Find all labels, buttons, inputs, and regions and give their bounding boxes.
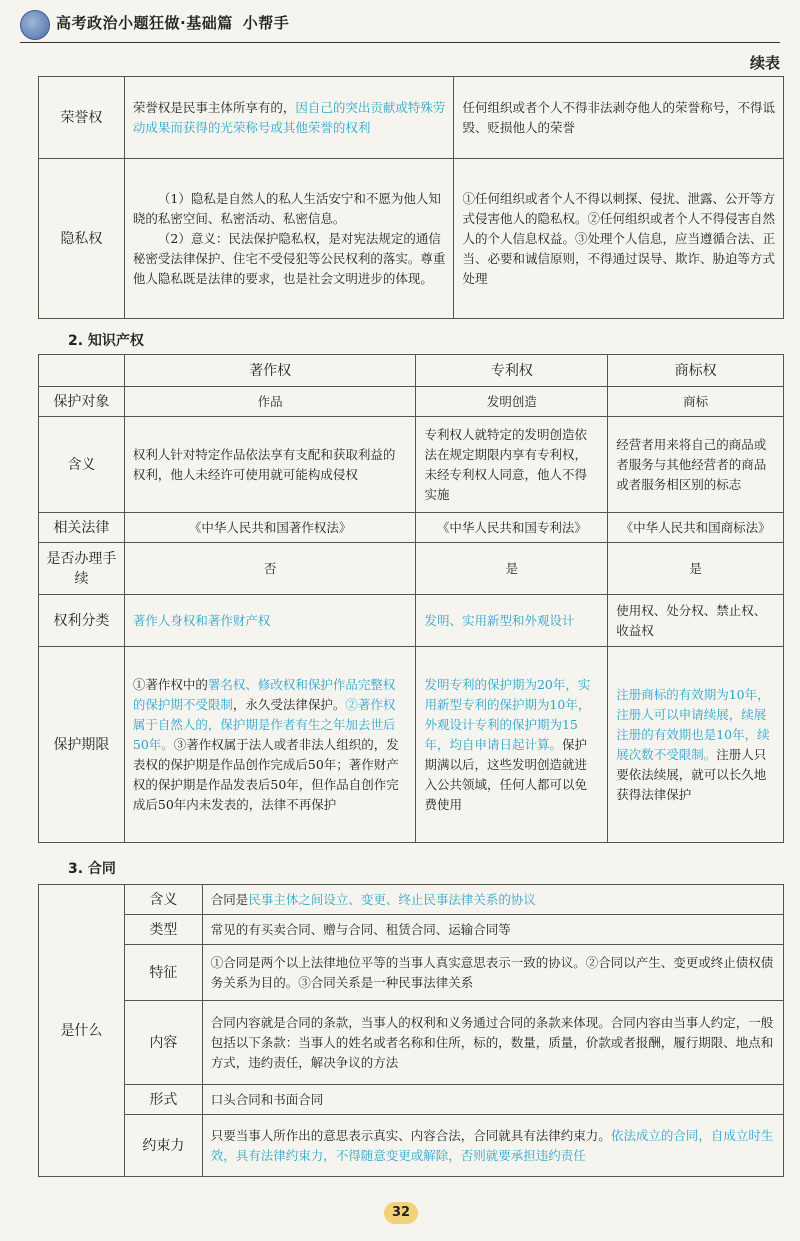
period-c2-a: 发明专利的保护期为20年，实用新型专利的保护期为10年，外观设计专利的保护期为15年，均自申请日起计算。	[424, 676, 591, 752]
row-label-privacy: 隐私权	[39, 159, 125, 319]
page-number: 32	[384, 1202, 418, 1224]
procedure-trademark: 是	[608, 543, 784, 595]
row-label-honor: 荣誉权	[39, 77, 125, 159]
contract-types: 常见的有买卖合同、赠与合同、租赁合同、运输合同等	[202, 915, 783, 945]
contract-meaning-plain: 合同是	[210, 891, 249, 907]
group-label-what: 是什么	[39, 885, 125, 1177]
row-label-content: 内容	[124, 1001, 202, 1085]
col-header-copyright: 著作权	[124, 355, 416, 387]
honor-def-highlight: 因自己的突出贡献或特殊劳动成果而获得的光荣称号或其他荣誉的权利	[132, 99, 446, 135]
period-c3-a: 注册商标的有效期为10年，注册人可以申请续展，续展注册的有效期也是10年，续展次数不受限制。	[616, 686, 770, 762]
row-label-meaning: 含义	[39, 417, 125, 513]
period-copyright	[124, 647, 416, 843]
honor-definition	[124, 77, 454, 159]
row-label-procedure: 是否办理手续	[39, 543, 125, 595]
row-label-features: 特征	[124, 945, 202, 1001]
row-label-binding: 约束力	[124, 1115, 202, 1177]
period-c1-e: ③著作权属于法人或者非法人组织的，发表权的保护期是作品创作完成后50年；著作财产权的保护期是作品发表后50年，但作品自创作完成后50年内未发表的，法律不再保护	[132, 736, 399, 812]
row-label-types: 类型	[124, 915, 202, 945]
category-patent: 发明、实用新型和外观设计	[416, 595, 608, 647]
binding-highlight: 依法成立的合同，自成立时生效，具有法律约束力，不得随意变更或解除，否则就要承担违约责任	[210, 1127, 774, 1163]
rights-table-continued	[38, 76, 784, 319]
contract-meaning	[202, 885, 783, 915]
header-subtitle: 小帮手	[242, 14, 290, 32]
meaning-trademark: 经营者用来将自己的商品或者服务与其他经营者的商品或者服务相区别的标志	[608, 417, 784, 513]
header-empty	[39, 355, 125, 387]
row-label-period: 保护期限	[39, 647, 125, 843]
row-label-contract-meaning: 含义	[124, 885, 202, 915]
period-c1-c: ，永久受法律保护。	[232, 696, 346, 712]
page-header-title	[56, 12, 289, 33]
table-row	[39, 513, 784, 543]
honor-protection: 任何组织或者个人不得非法剥夺他人的荣誉称号，不得诋毁、贬损他人的荣誉	[454, 77, 784, 159]
section-title-ip: 2. 知识产权	[68, 333, 144, 349]
table-row	[39, 1085, 784, 1115]
table-row	[39, 77, 784, 159]
privacy-protection: ①任何组织或者个人不得以刺探、侵扰、泄露、公开等方式侵害他人的隐私权。②任何组织或者个人不得侵害自然人的个人信息权益。③处理个人信息，应当遵循合法、正当、必要和诚信原则，不得通过误导、欺诈、胁迫等方式处理	[454, 159, 784, 319]
table-row	[39, 355, 784, 387]
privacy-def-p1: （1）隐私是自然人的私人生活安宁和不愿为他人知晓的私密空间、私密活动、私密信息。	[132, 190, 441, 226]
category-trademark: 使用权、处分权、禁止权、收益权	[608, 595, 784, 647]
section-title-contract: 3. 合同	[68, 861, 116, 877]
category-copyright: 著作人身权和著作财产权	[124, 595, 416, 647]
contract-form: 口头合同和书面合同	[202, 1085, 783, 1115]
col-header-patent: 专利权	[416, 355, 608, 387]
contract-table	[38, 884, 784, 1177]
table-row	[39, 945, 784, 1001]
continued-label: 续表	[749, 54, 780, 72]
contract-features: ①合同是两个以上法律地位平等的当事人真实意思表示一致的协议。②合同以产生、变更或终止债权债务关系为目的。③合同关系是一种民事法律关系	[202, 945, 783, 1001]
period-c2-b: 保护期满以后，这些发明创造就进入公共领域，任何人都可以免费使用	[424, 736, 587, 812]
contract-content: 合同内容就是合同的条款，当事人的权利和义务通过合同的条款来体现。合同内容由当事人约定，一般包括以下条款：当事人的姓名或者名称和住所，标的，数量，质量，价款或者报酬，履行期限、地点和方式，违约责任，解决争议的方法	[202, 1001, 783, 1085]
privacy-def-p2: （2）意义：民法保护隐私权，是对宪法规定的通信秘密受法律保护、住宅不受侵犯等公民权利的落实。尊重他人隐私既是法律的要求，也是社会文明进步的体现。	[132, 230, 446, 286]
object-copyright: 作品	[124, 387, 416, 417]
procedure-patent: 是	[416, 543, 608, 595]
header-rule	[20, 42, 780, 43]
law-copyright: 《中华人民共和国著作权法》	[124, 513, 416, 543]
table-row	[39, 387, 784, 417]
row-label-category: 权利分类	[39, 595, 125, 647]
table-row	[39, 1001, 784, 1085]
period-c1-d: ②著作权属于自然人的，保护期是作者有生之年加去世后50年。	[132, 696, 396, 752]
procedure-copyright: 否	[124, 543, 416, 595]
period-c1-b: 署名权、修改权和保护作品完整权的保护期不受限制	[132, 676, 396, 712]
contract-binding	[202, 1115, 783, 1177]
table-row	[39, 159, 784, 319]
row-label-form: 形式	[124, 1085, 202, 1115]
period-c1-a: ①著作权中的	[132, 676, 208, 692]
table-row	[39, 417, 784, 513]
table-row	[39, 647, 784, 843]
honor-def-plain: 荣誉权是民事主体所享有的，	[132, 99, 296, 115]
object-patent: 发明创造	[416, 387, 608, 417]
header-title-text: 高考政治小题狂做·基础篇	[56, 14, 233, 32]
privacy-definition	[124, 159, 454, 319]
table-row	[39, 543, 784, 595]
ip-table	[38, 354, 784, 843]
col-header-trademark: 商标权	[608, 355, 784, 387]
table-row	[39, 1115, 784, 1177]
table-row	[39, 595, 784, 647]
object-trademark: 商标	[608, 387, 784, 417]
row-label-object: 保护对象	[39, 387, 125, 417]
law-patent: 《中华人民共和国专利法》	[416, 513, 608, 543]
book-logo-icon	[20, 10, 50, 40]
table-row	[39, 915, 784, 945]
binding-plain: 只要当事人所作出的意思表示真实、内容合法，合同就具有法律约束力。	[210, 1127, 611, 1143]
period-trademark	[608, 647, 784, 843]
period-patent	[416, 647, 608, 843]
row-label-law: 相关法律	[39, 513, 125, 543]
table-row	[39, 885, 784, 915]
meaning-patent: 专利权人就特定的发明创造依法在规定期限内享有专利权，未经专利权人同意，他人不得实施	[416, 417, 608, 513]
contract-meaning-highlight: 民事主体之间设立、变更、终止民事法律关系的协议	[248, 891, 536, 907]
meaning-copyright: 权利人针对特定作品依法享有支配和获取利益的权利，他人未经许可使用就可能构成侵权	[124, 417, 416, 513]
period-c3-b: 注册人只要依法续展，就可以长久地获得法律保护	[616, 746, 767, 802]
law-trademark: 《中华人民共和国商标法》	[608, 513, 784, 543]
